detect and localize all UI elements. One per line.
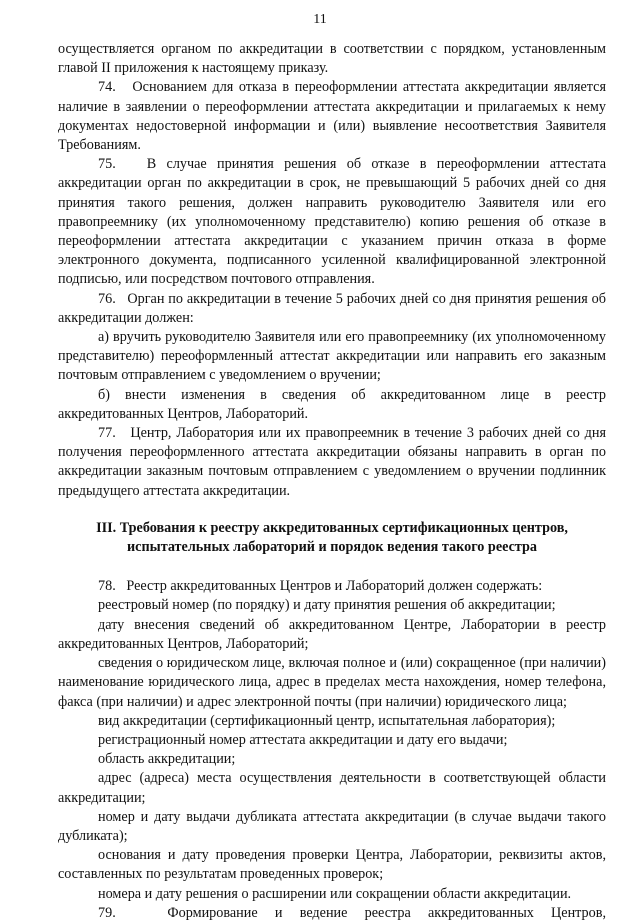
paragraph-78: 78. Реестр аккредитованных Центров и Лабораторий должен содержать:	[98, 578, 543, 595]
paragraph-79: 79. Формирование и ведение реестра аккредитованных Центров,	[98, 904, 606, 921]
paragraph-77: 77. Центр, Лаборатория или их правопреемник в течение 3 рабочих дней со дня получения переоформленного аттестата аккредитации обязаны направить в орган по аккредитации заказным почтовым отправлением с уведомлением о вручении подлинник предыдущего аттестата аккредитации.	[58, 425, 606, 499]
list-item: адрес (адреса) места осуществления деятельности в соответствующей области аккредитации;	[58, 770, 606, 806]
section-title: III. Требования к реестру аккредитованных сертификационных центров, испытательных лабораторий и порядок ведения такого реестра	[96, 519, 568, 556]
paragraph-continuation: осуществляется органом по аккредитации в соответствии с порядком, установленным главой II приложения к настоящему приказу.	[58, 41, 606, 77]
list-item: номер и дату выдачи дубликата аттестата аккредитации (в случае выдачи такого дубликата);	[58, 808, 606, 844]
document-body	[58, 40, 606, 923]
list-item: номера и дату решения о расширении или сокращении области аккредитации.	[98, 885, 572, 902]
paragraph-76-b: б) внести изменения в сведения об аккредитованном лице в реестр аккредитованных Центров, Лабораторий.	[58, 386, 606, 422]
list-item: регистрационный номер аттестата аккредитации и дату его выдачи;	[98, 731, 508, 748]
list-item: вид аккредитации (сертификационный центр, испытательная лаборатория);	[98, 712, 556, 729]
list-item: основания и дату проведения проверки Центра, Лаборатории, реквизиты актов, составленных по результатам проведенных проверок;	[58, 847, 606, 883]
paragraph-74: 74. Основанием для отказа в переоформлении аттестата аккредитации является наличие в заявлении о переоформлении аттестата аккредитации и прилагаемых к нему документах недостоверной информации и (или) выявление несоответствия Заявителя Требованиям.	[58, 79, 606, 154]
paragraph-75: 75. В случае принятия решения об отказе в переоформлении аттестата аккредитации орган по аккредитации в срок, не превышающий 5 рабочих дней со дня принятия такого решения, должен направить руководителю Заявителя или его правопреемнику (их уполномоченному представителю) копию решения об отказе в переоформлении аттестата аккредитации с указанием причин отказа в форме электронного документа, подписанного усиленной квалифицированной электронной подписью, или посредством почтового отправления.	[58, 156, 606, 288]
list-item: сведения о юридическом лице, включая полное и (или) сокращенное (при наличии) наименование юридического лица, адрес в пределах места нахождения, номер телефона, факса (при наличии) и адрес электронной почты (при наличии) юридического лица;	[58, 655, 606, 710]
list-item: дату внесения сведений об аккредитованном Центре, Лаборатории в реестр аккредитованных Центров, Лабораторий;	[58, 616, 606, 652]
list-item: реестровый номер (по порядку) и дату принятия решения об аккредитации;	[98, 597, 556, 614]
page-number: 11	[313, 12, 327, 27]
paragraph-76: 76. Орган по аккредитации в течение 5 рабочих дней со дня принятия решения об аккредитации должен:	[58, 290, 606, 326]
paragraph-76-a: а) вручить руководителю Заявителя или его правопреемнику (их уполномоченному представителю) переоформленный аттестат аккредитации или направить его заказным почтовым отправлением с уведомлением о вручении;	[58, 329, 606, 384]
list-item: область аккредитации;	[98, 751, 236, 768]
